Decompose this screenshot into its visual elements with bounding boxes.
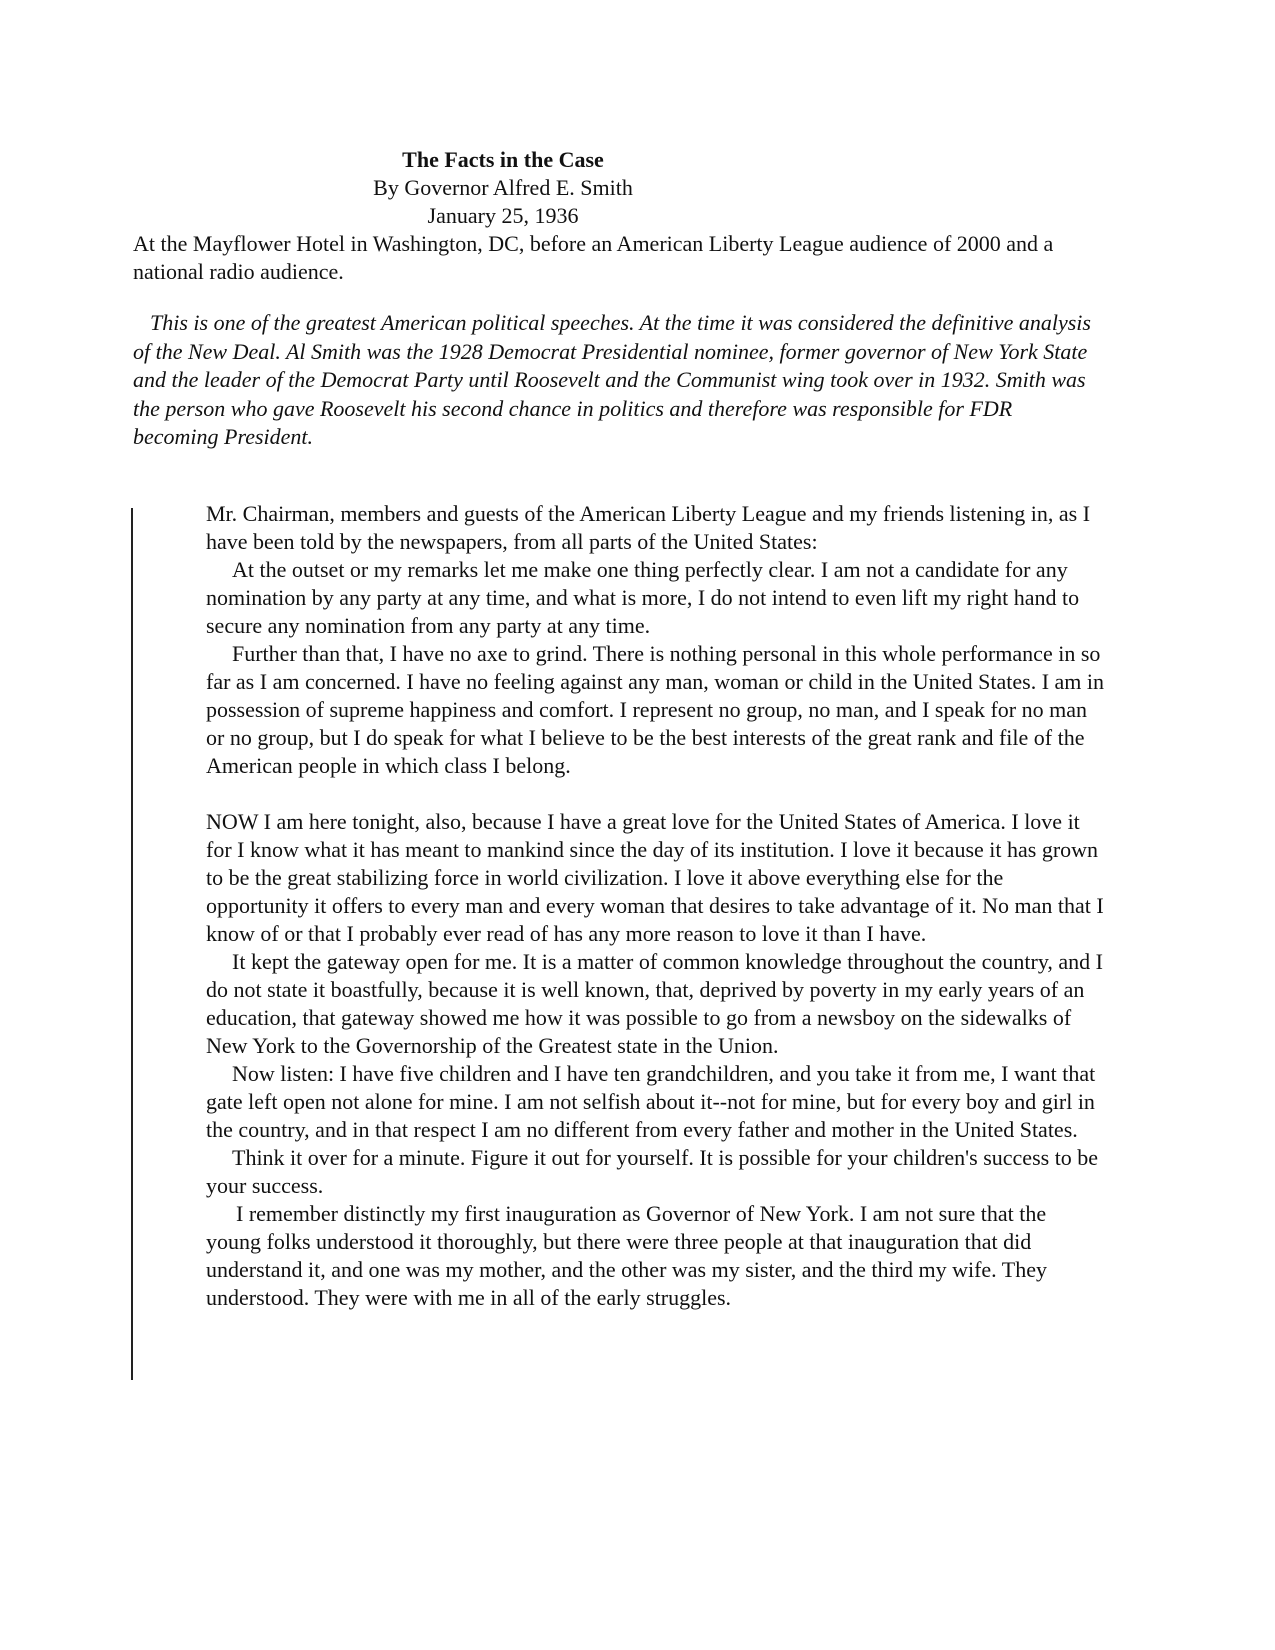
venue-line: At the Mayflower Hotel in Washington, DC, before an American Liberty League audience of 2000 and a national radio audience. — [133, 231, 1054, 284]
editorial-text: This is one of the greatest American political speeches. At the time it was considered the definitive analysis of the New Deal. Al Smith was the 1928 Democrat Presidential nominee, former governor of New York State and the leader of the Democrat Party until Roosevelt and the Communist wing took over in 1932. Smith was the person who gave Roosevelt his second chance in politics and therefore was responsible for FDR becoming President. — [133, 310, 1091, 449]
byline: By Governor Alfred E. Smith — [373, 175, 633, 200]
speech-paragraph-5: It kept the gateway open for me. It is a matter of common knowledge throughout the country, and I do not state it boastfully, because it is well known, that, deprived by poverty in my early years of an education, that gateway showed me how it was possible to go from a newsboy on the sidewalks of New York to the Governorship of the Greatest state in the Union. — [206, 949, 1103, 1058]
speech-paragraph-4: NOW I am here tonight, also, because I have a great love for the United States of America. I love it for I know what it has meant to mankind since the day of its institution. I love it because it has grown to be the great stabilizing force in world civilization. I love it above everything else for the opportunity it offers to every man and every woman that desires to take advantage of it. No man that I know of or that I probably ever read of has any more reason to love it than I have. — [206, 809, 1104, 946]
speech-date: January 25, 1936 — [427, 203, 579, 228]
paragraph-gap — [206, 780, 1106, 808]
speech-paragraph-3: Further than that, I have no axe to grind. There is nothing personal in this whole performance in so far as I am concerned. I have no feeling against any man, woman or child in the United States. I am in possession of supreme happiness and comfort. I represent no group, no man, and I speak for no man or no group, but I do speak for what I believe to be the best interests of the great rank and file of the American people in which class I belong. — [206, 641, 1105, 778]
speech-paragraph-1: Mr. Chairman, members and guests of the American Liberty League and my friends listening in, as I have been told by the newspapers, from all parts of the United States: — [206, 501, 1091, 554]
editorial-note — [133, 309, 1093, 452]
margin-change-bar — [131, 508, 133, 1380]
speech-paragraph-7: Think it over for a minute. Figure it out for yourself. It is possible for your children's success to be your success. — [206, 1145, 1099, 1198]
speech-paragraph-2: At the outset or my remarks let me make one thing perfectly clear. I am not a candidate for any nomination by any party at any time, and what is more, I do not intend to even lift my right hand to secure any nomination from any party at any time. — [206, 557, 1080, 638]
document-header — [133, 146, 1133, 286]
speech-paragraph-6: Now listen: I have five children and I have ten grandchildren, and you take it from me, I want that gate left open not alone for mine. I am not selfish about it--not for mine, but for every boy and girl in the country, and in that respect I am no different from every father and mother in the United States. — [206, 1061, 1096, 1142]
document-title: The Facts in the Case — [402, 147, 604, 172]
speech-paragraph-8: I remember distinctly my first inauguration as Governor of New York. I am not sure that the young folks understood it thoroughly, but there were three people at that inauguration that did understand it, and one was my mother, and the other was my sister, and the third my wife. They understood. They were with me in all of the early struggles. — [206, 1201, 1047, 1310]
speech-body — [206, 500, 1106, 1312]
